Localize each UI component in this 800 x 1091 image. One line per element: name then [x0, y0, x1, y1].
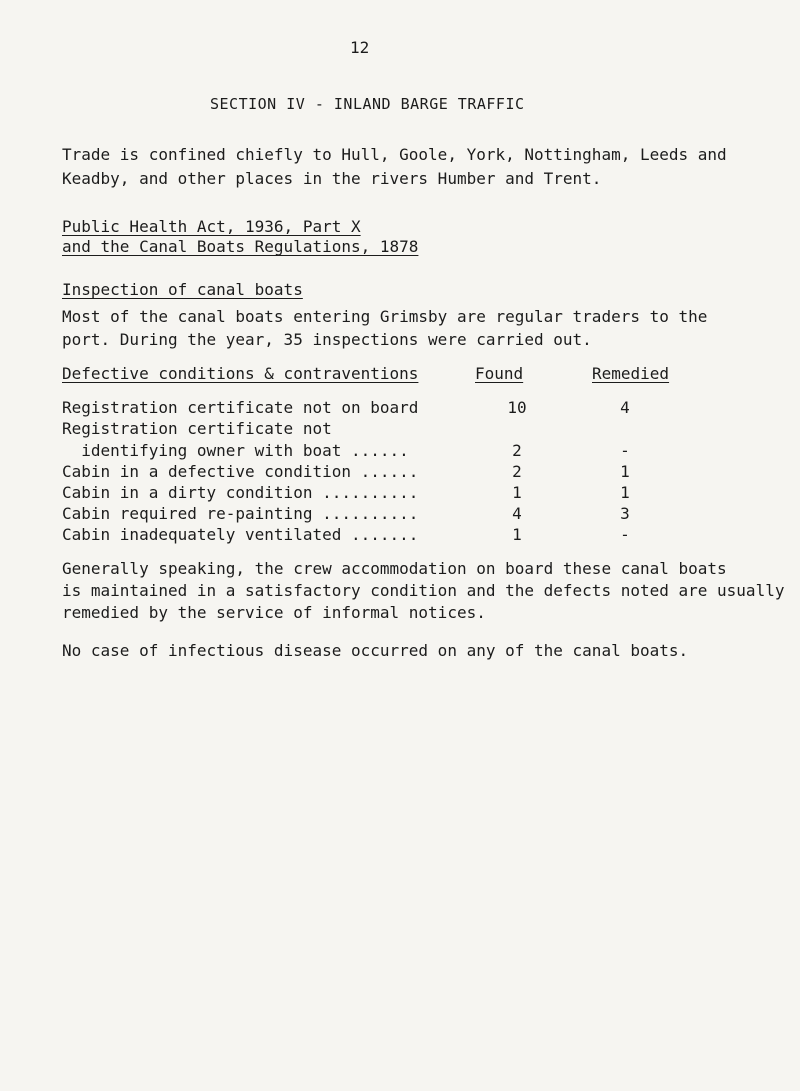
act-heading-line-2: and the Canal Boats Regulations, 1878 — [62, 237, 419, 256]
section-title: SECTION IV - INLAND BARGE TRAFFIC — [210, 95, 525, 113]
row-remedied: - — [620, 525, 630, 544]
row-found: 2 — [512, 441, 522, 460]
row-label: Registration certificate not on board — [62, 398, 419, 417]
table-row — [62, 419, 742, 439]
row-remedied: - — [620, 441, 630, 460]
row-remedied: 3 — [620, 504, 630, 523]
row-label: Cabin required re-painting .......... — [62, 504, 419, 523]
no-case-line: No case of infectious disease occurred on any of the canal boats. — [62, 641, 689, 660]
table-row — [62, 441, 742, 461]
inspection-line-1: Most of the canal boats entering Grimsby are regular traders to the — [62, 307, 708, 326]
table-row — [62, 504, 742, 524]
row-found: 1 — [512, 525, 522, 544]
row-remedied: 1 — [620, 483, 630, 502]
row-label: Cabin in a dirty condition .......... — [62, 483, 419, 502]
table-row — [62, 483, 742, 503]
row-label: Registration certificate not — [62, 419, 332, 438]
row-label: Cabin in a defective condition ...... — [62, 462, 419, 481]
inspection-line-2: port. During the year, 35 inspections were carried out. — [62, 330, 592, 349]
header-found: Found — [475, 364, 524, 383]
table-row — [62, 462, 742, 482]
intro-line-2: Keadby, and other places in the rivers Humber and Trent. — [62, 169, 602, 188]
row-remedied: 1 — [620, 462, 630, 481]
row-found: 2 — [512, 462, 522, 481]
table-row — [62, 398, 742, 418]
header-condition: Defective conditions & contraventions — [62, 364, 419, 383]
row-remedied: 4 — [620, 398, 630, 417]
header-remedied: Remedied — [592, 364, 670, 383]
generally-line-1: Generally speaking, the crew accommodation on board these canal boats — [62, 559, 727, 578]
intro-line-1: Trade is confined chiefly to Hull, Goole, York, Nottingham, Leeds and — [62, 145, 727, 164]
table-row — [62, 525, 742, 545]
generally-line-2: is maintained in a satisfactory condition and the defects noted are usually — [62, 581, 785, 600]
generally-line-3: remedied by the service of informal notices. — [62, 603, 486, 622]
row-label: Cabin inadequately ventilated ....... — [62, 525, 419, 544]
page-number: 12 — [350, 38, 370, 57]
row-found: 1 — [512, 483, 522, 502]
row-label: identifying owner with boat ...... — [62, 441, 409, 460]
row-found: 4 — [512, 504, 522, 523]
inspection-heading: Inspection of canal boats — [62, 280, 303, 299]
act-heading-line-1: Public Health Act, 1936, Part X — [62, 217, 361, 236]
row-found: 10 — [507, 398, 527, 417]
table-header — [62, 364, 742, 384]
